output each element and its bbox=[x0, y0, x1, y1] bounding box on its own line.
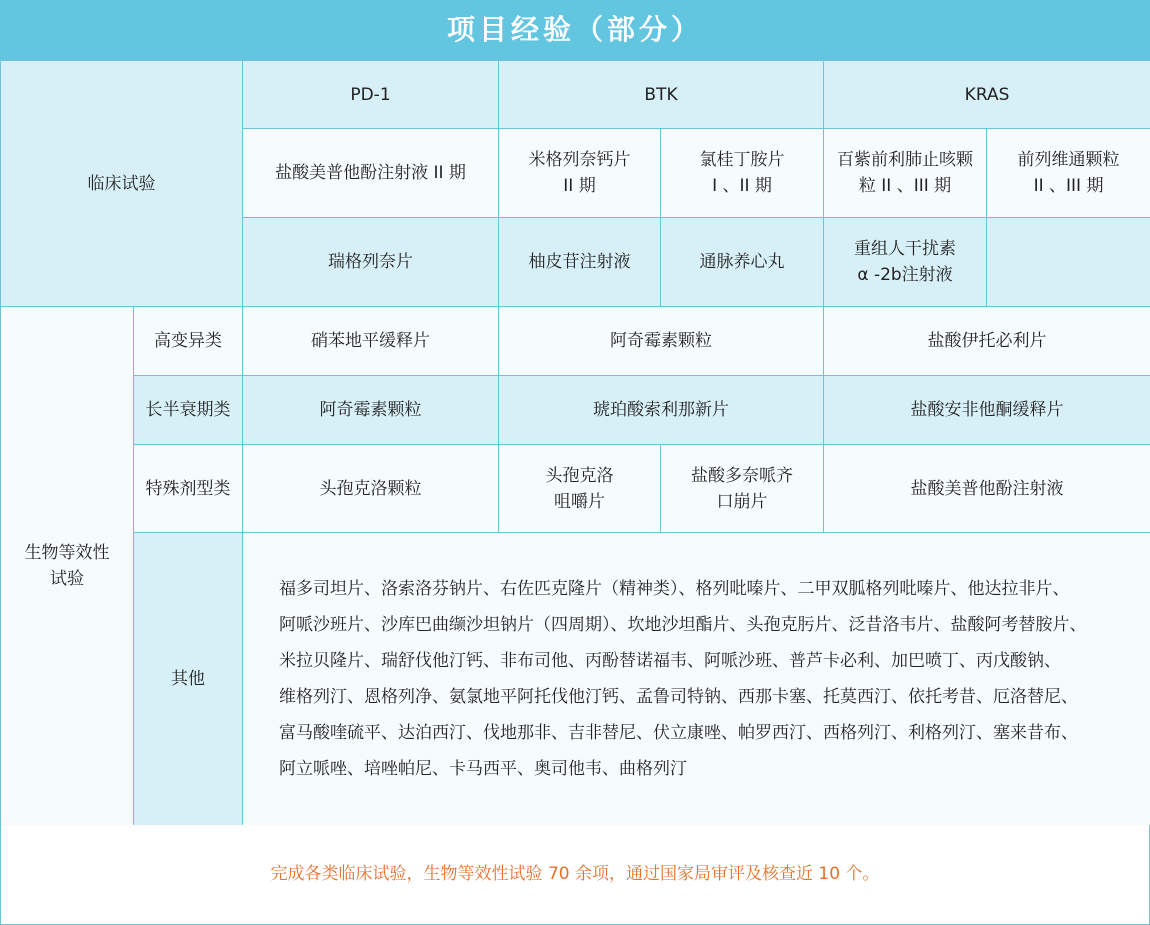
clinical-cell: 重组人干扰素 α -2b注射液 bbox=[824, 218, 987, 307]
bio-cell: 阿奇霉素颗粒 bbox=[243, 376, 499, 445]
clinical-cell: 柚皮苷注射液 bbox=[499, 218, 661, 307]
bio-cell: 盐酸伊托必利片 bbox=[824, 307, 1150, 376]
category-label-long-half-life: 长半衰期类 bbox=[134, 376, 243, 445]
header-kras: KRAS bbox=[824, 61, 1150, 129]
bio-cell: 盐酸多奈哌齐 口崩片 bbox=[661, 445, 824, 533]
category-label-special-dosage: 特殊剂型类 bbox=[134, 445, 243, 533]
bio-cell: 硝苯地平缓释片 bbox=[243, 307, 499, 376]
clinical-cell: 前列维通颗粒 II 、III 期 bbox=[987, 129, 1150, 218]
project-table bbox=[0, 60, 1150, 826]
bio-cell: 盐酸美普他酚注射液 bbox=[824, 445, 1150, 533]
bio-section-label: 生物等效性 试验 bbox=[1, 307, 134, 826]
clinical-cell-empty bbox=[987, 218, 1150, 307]
clinical-cell: 盐酸美普他酚注射液 II 期 bbox=[243, 129, 499, 218]
clinical-cell: 瑞格列奈片 bbox=[243, 218, 499, 307]
bio-cell: 盐酸安非他酮缓释片 bbox=[824, 376, 1150, 445]
category-label-other: 其他 bbox=[134, 533, 243, 826]
bio-cell: 头孢克洛 咀嚼片 bbox=[499, 445, 661, 533]
summary-note: 完成各类临床试验，生物等效性试验 70 余项，通过国家局审评及核查近 10 个。 bbox=[0, 825, 1150, 925]
page-title: 项目经验（部分） bbox=[0, 0, 1150, 60]
category-label-high-variability: 高变异类 bbox=[134, 307, 243, 376]
bio-cell: 头孢克洛颗粒 bbox=[243, 445, 499, 533]
other-drug-list: 福多司坦片、洛索洛芬钠片、右佐匹克隆片（精神类）、格列吡嗪片、二甲双胍格列吡嗪片、他达拉非片、 阿哌沙班片、沙库巴曲缬沙坦钠片（四周期）、坎地沙坦酯片、头孢克肟片、泛昔洛韦片、盐酸阿考替胺片、 米拉贝隆片、瑞舒伐他汀钙、非布司他、丙酚替诺福韦、阿哌沙班、普芦卡必利、加巴喷丁、丙戊酸钠、 维格列汀、恩格列净、氨氯地平阿托伐他汀钙、孟鲁司特钠、西那卡塞、托莫西汀、依托考昔、厄洛替尼、 富马酸喹硫平、达泊西汀、伐地那非、吉非替尼、伏立康唑、帕罗西汀、西格列汀、利格列汀、塞来昔布、 阿立哌唑、培唑帕尼、卡马西平、奥司他韦、曲格列汀 bbox=[243, 533, 1150, 826]
clinical-section-label: 临床试验 bbox=[1, 61, 243, 307]
clinical-cell: 氯桂丁胺片 I 、II 期 bbox=[661, 129, 824, 218]
clinical-cell: 通脉养心丸 bbox=[661, 218, 824, 307]
header-btk: BTK bbox=[499, 61, 824, 129]
bio-cell: 阿奇霉素颗粒 bbox=[499, 307, 824, 376]
clinical-cell: 米格列奈钙片 II 期 bbox=[499, 129, 661, 218]
clinical-cell: 百紫前利肺止咳颗 粒 II 、III 期 bbox=[824, 129, 987, 218]
header-pd1: PD-1 bbox=[243, 61, 499, 129]
bio-cell: 琥珀酸索利那新片 bbox=[499, 376, 824, 445]
